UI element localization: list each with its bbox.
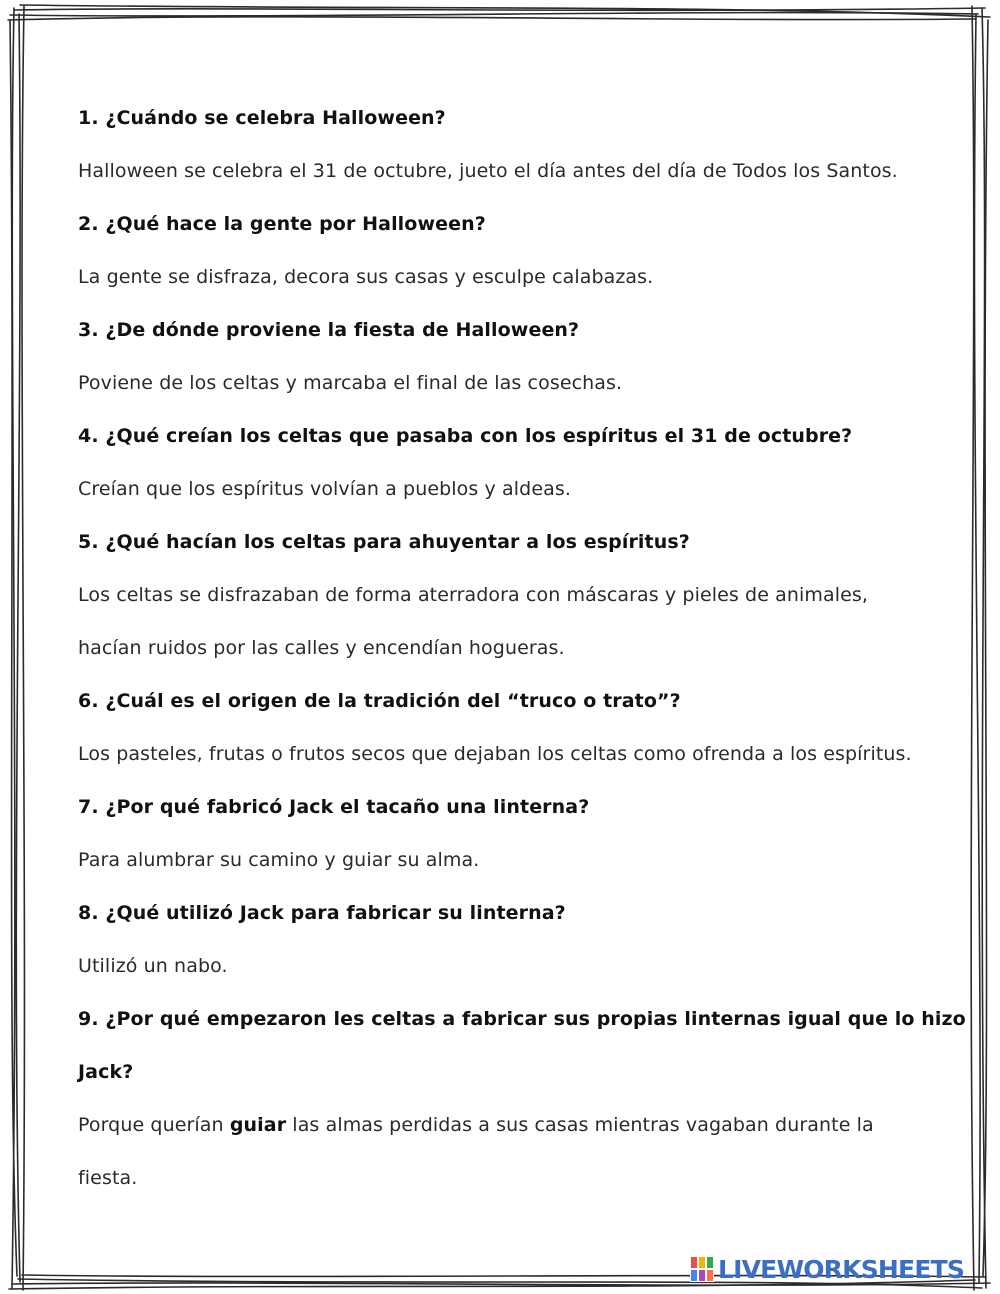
question-6: 6. ¿Cuál es el origen de la tradición del “truco o trato”?: [78, 690, 681, 712]
question-3: 3. ¿De dónde proviene la fiesta de Halloween?: [78, 319, 580, 341]
question-4: 4. ¿Qué creían los celtas que pasaba con los espíritus el 31 de octubre?: [78, 425, 853, 447]
answer-7: Para alumbrar su camino y guiar su alma.: [78, 849, 480, 871]
question-5: 5. ¿Qué hacían los celtas para ahuyentar a los espíritus?: [78, 531, 690, 553]
question-1: 1. ¿Cuándo se celebra Halloween?: [78, 107, 446, 129]
answer-9-bold-word: guiar: [229, 1114, 287, 1136]
answer-5-line-2: hacían ruidos por las calles y encendían hogueras.: [78, 637, 565, 659]
answer-9-line-1: [78, 1103, 938, 1156]
worksheet-content: [78, 96, 966, 1209]
answer-5-line-1: Los celtas se disfrazaban de forma aterradora con máscaras y pieles de animales,: [78, 584, 869, 606]
answer-9-line-2: fiesta.: [78, 1167, 138, 1189]
liveworksheets-icon: [690, 1256, 714, 1282]
question-8: 8. ¿Qué utilizó Jack para fabricar su linterna?: [78, 902, 566, 924]
answer-9-text-after: las almas perdidas a sus casas mientras vagaban durante la: [286, 1114, 874, 1136]
answer-2: La gente se disfraza, decora sus casas y esculpe calabazas.: [78, 266, 654, 288]
answer-6: Los pasteles, frutas o frutos secos que dejaban los celtas como ofrenda a los espíritus.: [78, 743, 912, 765]
answer-1: Halloween se celebra el 31 de octubre, jueto el día antes del día de Todos los Santos.: [78, 160, 898, 182]
answer-9-text-before: Porque querían: [78, 1114, 230, 1136]
answer-4: Creían que los espíritus volvían a pueblos y aldeas.: [78, 478, 571, 500]
liveworksheets-logo[interactable]: [690, 1254, 964, 1284]
question-9-line-1: 9. ¿Por qué empezaron les celtas a fabricar sus propias linternas igual que lo hizo: [78, 1008, 966, 1030]
liveworksheets-brand-text: LIVEWORKSHEETS: [718, 1254, 965, 1284]
question-2: 2. ¿Qué hace la gente por Halloween?: [78, 213, 486, 235]
answer-8: Utilizó un nabo.: [78, 955, 228, 977]
question-9-line-2: Jack?: [78, 1061, 134, 1083]
answer-3: Poviene de los celtas y marcaba el final de las cosechas.: [78, 372, 623, 394]
question-7: 7. ¿Por qué fabricó Jack el tacaño una linterna?: [78, 796, 590, 818]
